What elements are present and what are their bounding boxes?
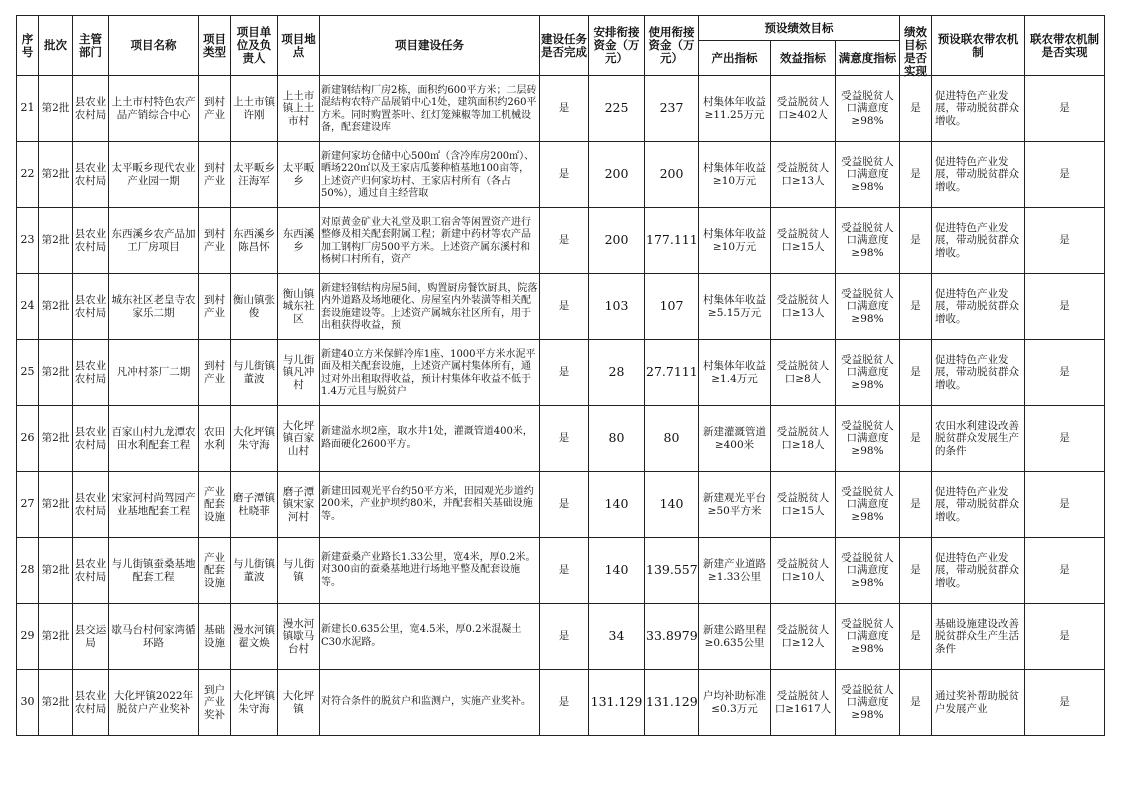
cell-mech-realized: 是 (1025, 340, 1105, 406)
cell-used: 177.111 (645, 208, 699, 274)
cell-arranged: 28 (589, 340, 645, 406)
table-row (17, 604, 1105, 670)
cell-location: 东西溪乡 (278, 208, 320, 274)
cell-type: 农田水利 (199, 406, 231, 472)
cell-location: 漫水河镇歇马台村 (278, 604, 320, 670)
col-header-satisfaction: 满意度指标 (836, 41, 900, 76)
cell-seq: 30 (17, 670, 39, 736)
cell-batch: 第2批 (39, 274, 73, 340)
cell-name: 歇马台村何家湾循环路 (109, 604, 199, 670)
cell-unit: 磨子潭镇杜晓菲 (231, 472, 278, 538)
cell-unit: 大化坪镇朱守海 (231, 670, 278, 736)
cell-task: 新建何家坊仓储中心500㎡（含冷库房200㎡）、晒场220㎡以及王家店瓜蒌种植基地100亩等，上述资产归何家坊村、王家店村所有（各占50%），通过自主经营取 (320, 142, 540, 208)
cell-name: 东西溪乡农产品加工厂房项目 (109, 208, 199, 274)
cell-arranged: 140 (589, 538, 645, 604)
cell-used: 131.129 (645, 670, 699, 736)
cell-complete: 是 (540, 472, 589, 538)
cell-batch: 第2批 (39, 538, 73, 604)
cell-task: 新建溢水坝2座，取水井1处，灌溉管道400米，路面硬化2600平方。 (320, 406, 540, 472)
cell-batch: 第2批 (39, 670, 73, 736)
cell-name: 宋家河村尚驾园产业基地配套工程 (109, 472, 199, 538)
col-header-location: 项目地点 (278, 16, 320, 76)
cell-batch: 第2批 (39, 208, 73, 274)
cell-achieved: 是 (900, 538, 932, 604)
cell-mech-realized: 是 (1025, 670, 1105, 736)
cell-complete: 是 (540, 406, 589, 472)
cell-satisfaction: 受益脱贫人口满意度≥98% (836, 538, 900, 604)
cell-satisfaction: 受益脱贫人口满意度≥98% (836, 472, 900, 538)
col-header-achieved: 绩效目标是否实现 (900, 16, 932, 76)
cell-arranged: 225 (589, 76, 645, 142)
project-table-sheet (16, 15, 1104, 736)
cell-arranged: 200 (589, 208, 645, 274)
table-row (17, 472, 1105, 538)
cell-name: 上土市村特色农产品产销综合中心 (109, 76, 199, 142)
cell-location: 大化坪镇百家山村 (278, 406, 320, 472)
cell-achieved: 是 (900, 472, 932, 538)
cell-location: 太平畈乡 (278, 142, 320, 208)
cell-unit: 太平畈乡汪海军 (231, 142, 278, 208)
cell-type: 到村产业 (199, 340, 231, 406)
cell-satisfaction: 受益脱贫人口满意度≥98% (836, 142, 900, 208)
cell-batch: 第2批 (39, 406, 73, 472)
cell-mech-realized: 是 (1025, 604, 1105, 670)
cell-dept: 县农业农村局 (73, 208, 109, 274)
cell-batch: 第2批 (39, 340, 73, 406)
cell-achieved: 是 (900, 340, 932, 406)
cell-used: 33.8979 (645, 604, 699, 670)
cell-task: 对原黄金矿业大礼堂及职工宿舍等闲置资产进行整修及相关配套附属工程；新建中药材等农产品加工钢构厂房500平方米。上述资产属东溪村和杨树口村所有，资产 (320, 208, 540, 274)
cell-mechanism: 促进特色产业发展，带动脱贫群众增收。 (932, 142, 1025, 208)
cell-arranged: 140 (589, 472, 645, 538)
cell-type: 产业配套设施 (199, 538, 231, 604)
cell-benefit: 受益脱贫人口≥15人 (771, 208, 836, 274)
cell-satisfaction: 受益脱贫人口满意度≥98% (836, 340, 900, 406)
cell-used: 80 (645, 406, 699, 472)
cell-seq: 25 (17, 340, 39, 406)
cell-output: 村集体年收益≥10万元 (699, 208, 771, 274)
cell-benefit: 受益脱贫人口≥18人 (771, 406, 836, 472)
cell-dept: 县农业农村局 (73, 406, 109, 472)
cell-benefit: 受益脱贫人口≥13人 (771, 142, 836, 208)
cell-batch: 第2批 (39, 142, 73, 208)
cell-mech-realized: 是 (1025, 472, 1105, 538)
cell-dept: 县农业农村局 (73, 274, 109, 340)
cell-complete: 是 (540, 142, 589, 208)
cell-mechanism: 促进特色产业发展，带动脱贫群众增收。 (932, 472, 1025, 538)
cell-name: 百家山村九龙潭农田水利配套工程 (109, 406, 199, 472)
cell-dept: 县农业农村局 (73, 670, 109, 736)
cell-location: 上土市镇上土市村 (278, 76, 320, 142)
cell-output: 村集体年收益≥5.15万元 (699, 274, 771, 340)
cell-mechanism: 促进特色产业发展，带动脱贫群众增收。 (932, 274, 1025, 340)
cell-mechanism: 促进特色产业发展，带动脱贫群众增收。 (932, 208, 1025, 274)
cell-type: 到村产业 (199, 208, 231, 274)
col-header-name: 项目名称 (109, 16, 199, 76)
col-header-perf-group: 预设绩效目标 (699, 16, 900, 41)
cell-used: 107 (645, 274, 699, 340)
cell-used: 140 (645, 472, 699, 538)
cell-seq: 23 (17, 208, 39, 274)
table-row (17, 670, 1105, 736)
cell-complete: 是 (540, 670, 589, 736)
cell-location: 与儿街镇 (278, 538, 320, 604)
cell-seq: 24 (17, 274, 39, 340)
cell-output: 新建灌溉管道≥400米 (699, 406, 771, 472)
cell-benefit: 受益脱贫人口≥12人 (771, 604, 836, 670)
cell-name: 大化坪镇2022年脱贫户产业奖补 (109, 670, 199, 736)
cell-complete: 是 (540, 274, 589, 340)
table-row (17, 538, 1105, 604)
cell-location: 与儿街镇凡冲村 (278, 340, 320, 406)
table-row (17, 274, 1105, 340)
cell-unit: 衡山镇张俊 (231, 274, 278, 340)
cell-benefit: 受益脱贫人口≥8人 (771, 340, 836, 406)
cell-output: 新建观光平台≥50平方米 (699, 472, 771, 538)
col-header-arranged: 安排衔接资金（万元） (589, 16, 645, 76)
cell-type: 到村产业 (199, 274, 231, 340)
cell-unit: 大化坪镇朱守海 (231, 406, 278, 472)
cell-output: 新建公路里程≥0.635公里 (699, 604, 771, 670)
cell-location: 衡山镇城东社区 (278, 274, 320, 340)
cell-output: 村集体年收益≥1.4万元 (699, 340, 771, 406)
cell-mech-realized: 是 (1025, 208, 1105, 274)
cell-mechanism: 促进特色产业发展，带动脱贫群众增收。 (932, 76, 1025, 142)
cell-mech-realized: 是 (1025, 142, 1105, 208)
cell-satisfaction: 受益脱贫人口满意度≥98% (836, 274, 900, 340)
cell-location: 大化坪镇 (278, 670, 320, 736)
cell-task: 新建田园观光平台约50平方米，田园观光步道约200米，产业护坝约80米，并配套相关基础设施等。 (320, 472, 540, 538)
cell-satisfaction: 受益脱贫人口满意度≥98% (836, 670, 900, 736)
cell-task: 新建钢结构厂房2栋，面积约600平方米；二层砖混结构农特产品展销中心1处，建筑面积约260平方米。同时购置茶叶、红灯笼辣椒等加工机械设备，配套建设库 (320, 76, 540, 142)
cell-arranged: 200 (589, 142, 645, 208)
cell-complete: 是 (540, 340, 589, 406)
cell-name: 与儿街镇蚕桑基地配套工程 (109, 538, 199, 604)
cell-location: 磨子潭镇宋家河村 (278, 472, 320, 538)
cell-complete: 是 (540, 538, 589, 604)
cell-achieved: 是 (900, 76, 932, 142)
cell-batch: 第2批 (39, 604, 73, 670)
cell-seq: 22 (17, 142, 39, 208)
cell-name: 太平畈乡现代农业产业园一期 (109, 142, 199, 208)
cell-task: 新建轻钢结构房屋5间，购置厨房餐饮厨具，院落内外道路及场地硬化、房屋室内外装潢等相关配套设施建设等。上述资产属城东社区所有，用于出租获得收益，预 (320, 274, 540, 340)
cell-seq: 27 (17, 472, 39, 538)
cell-complete: 是 (540, 76, 589, 142)
cell-output: 村集体年收益≥10万元 (699, 142, 771, 208)
table-row (17, 76, 1105, 142)
table-row (17, 208, 1105, 274)
cell-task: 新建蚕桑产业路长1.33公里，宽4米，厚0.2米。对300亩的蚕桑基地进行场地平整及配套设施等。 (320, 538, 540, 604)
cell-dept: 县农业农村局 (73, 472, 109, 538)
cell-mech-realized: 是 (1025, 406, 1105, 472)
col-header-used: 使用衔接资金（万元） (645, 16, 699, 76)
cell-type: 基础设施 (199, 604, 231, 670)
cell-unit: 上土市镇许刚 (231, 76, 278, 142)
cell-achieved: 是 (900, 208, 932, 274)
cell-unit: 东西溪乡陈昌怀 (231, 208, 278, 274)
cell-benefit: 受益脱贫人口≥15人 (771, 472, 836, 538)
cell-mech-realized: 是 (1025, 76, 1105, 142)
cell-type: 到村产业 (199, 142, 231, 208)
cell-seq: 29 (17, 604, 39, 670)
cell-output: 新建产业道路≥1.33公里 (699, 538, 771, 604)
cell-dept: 县农业农村局 (73, 538, 109, 604)
cell-task: 新建长0.635公里，宽4.5米，厚0.2米混凝土C30水泥路。 (320, 604, 540, 670)
cell-mechanism: 促进特色产业发展，带动脱贫群众增收。 (932, 340, 1025, 406)
cell-unit: 漫水河镇翟文焕 (231, 604, 278, 670)
cell-achieved: 是 (900, 604, 932, 670)
cell-arranged: 80 (589, 406, 645, 472)
cell-achieved: 是 (900, 274, 932, 340)
cell-arranged: 103 (589, 274, 645, 340)
cell-benefit: 受益脱贫人口≥1617人 (771, 670, 836, 736)
cell-achieved: 是 (900, 142, 932, 208)
cell-task: 新建40立方米保鲜冷库1座、1000平方米水泥平面及相关配套设施，上述资产属村集体所有，通过对外出租取得收益，预计村集体年收益不低于1.4万元且与脱贫户 (320, 340, 540, 406)
cell-complete: 是 (540, 604, 589, 670)
cell-output: 村集体年收益≥11.25万元 (699, 76, 771, 142)
cell-type: 到户产业奖补 (199, 670, 231, 736)
col-header-batch: 批次 (39, 16, 73, 76)
cell-dept: 县交运局 (73, 604, 109, 670)
col-header-output: 产出指标 (699, 41, 771, 76)
col-header-complete: 建设任务是否完成 (540, 16, 589, 76)
table-body (17, 76, 1105, 736)
cell-achieved: 是 (900, 670, 932, 736)
cell-mechanism: 通过奖补帮助脱贫户发展产业 (932, 670, 1025, 736)
cell-dept: 县农业农村局 (73, 76, 109, 142)
cell-achieved: 是 (900, 406, 932, 472)
cell-benefit: 受益脱贫人口≥13人 (771, 274, 836, 340)
cell-seq: 28 (17, 538, 39, 604)
cell-type: 到村产业 (199, 76, 231, 142)
cell-satisfaction: 受益脱贫人口满意度≥98% (836, 208, 900, 274)
cell-mech-realized: 是 (1025, 274, 1105, 340)
col-header-benefit: 效益指标 (771, 41, 836, 76)
cell-satisfaction: 受益脱贫人口满意度≥98% (836, 604, 900, 670)
cell-mech-realized: 是 (1025, 538, 1105, 604)
cell-dept: 县农业农村局 (73, 340, 109, 406)
cell-name: 城东社区老皇寺农家乐二期 (109, 274, 199, 340)
cell-type: 产业配套设施 (199, 472, 231, 538)
col-header-seq: 序号 (17, 16, 39, 76)
table-row (17, 142, 1105, 208)
cell-dept: 县农业农村局 (73, 142, 109, 208)
cell-batch: 第2批 (39, 76, 73, 142)
table-row (17, 406, 1105, 472)
cell-unit: 与儿街镇董波 (231, 340, 278, 406)
cell-used: 237 (645, 76, 699, 142)
cell-satisfaction: 受益脱贫人口满意度≥98% (836, 406, 900, 472)
cell-arranged: 34 (589, 604, 645, 670)
cell-name: 凡冲村茶厂二期 (109, 340, 199, 406)
cell-benefit: 受益脱贫人口≥402人 (771, 76, 836, 142)
cell-used: 200 (645, 142, 699, 208)
cell-unit: 与儿街镇董波 (231, 538, 278, 604)
col-header-dept: 主管部门 (73, 16, 109, 76)
cell-output: 户均补助标准≤0.3万元 (699, 670, 771, 736)
cell-used: 139.557 (645, 538, 699, 604)
cell-satisfaction: 受益脱贫人口满意度≥98% (836, 76, 900, 142)
table-row (17, 340, 1105, 406)
header-row-1 (17, 16, 1105, 41)
cell-complete: 是 (540, 208, 589, 274)
cell-batch: 第2批 (39, 472, 73, 538)
cell-mechanism: 基础设施建设改善脱贫群众生产生活条件 (932, 604, 1025, 670)
cell-seq: 21 (17, 76, 39, 142)
cell-task: 对符合条件的脱贫户和监测户，实施产业奖补。 (320, 670, 540, 736)
cell-used: 27.7111 (645, 340, 699, 406)
project-table (16, 15, 1105, 736)
cell-mechanism: 促进特色产业发展，带动脱贫群众增收。 (932, 538, 1025, 604)
cell-benefit: 受益脱贫人口≥10人 (771, 538, 836, 604)
col-header-mechanism: 预设联农带农机制 (932, 16, 1025, 76)
col-header-unit: 项目单位及负责人 (231, 16, 278, 76)
cell-arranged: 131.129 (589, 670, 645, 736)
col-header-type: 项目类型 (199, 16, 231, 76)
col-header-task: 项目建设任务 (320, 16, 540, 76)
cell-seq: 26 (17, 406, 39, 472)
col-header-mech-realized: 联农带农机制是否实现 (1025, 16, 1105, 76)
cell-mechanism: 农田水利建设改善脱贫群众发展生产的条件 (932, 406, 1025, 472)
